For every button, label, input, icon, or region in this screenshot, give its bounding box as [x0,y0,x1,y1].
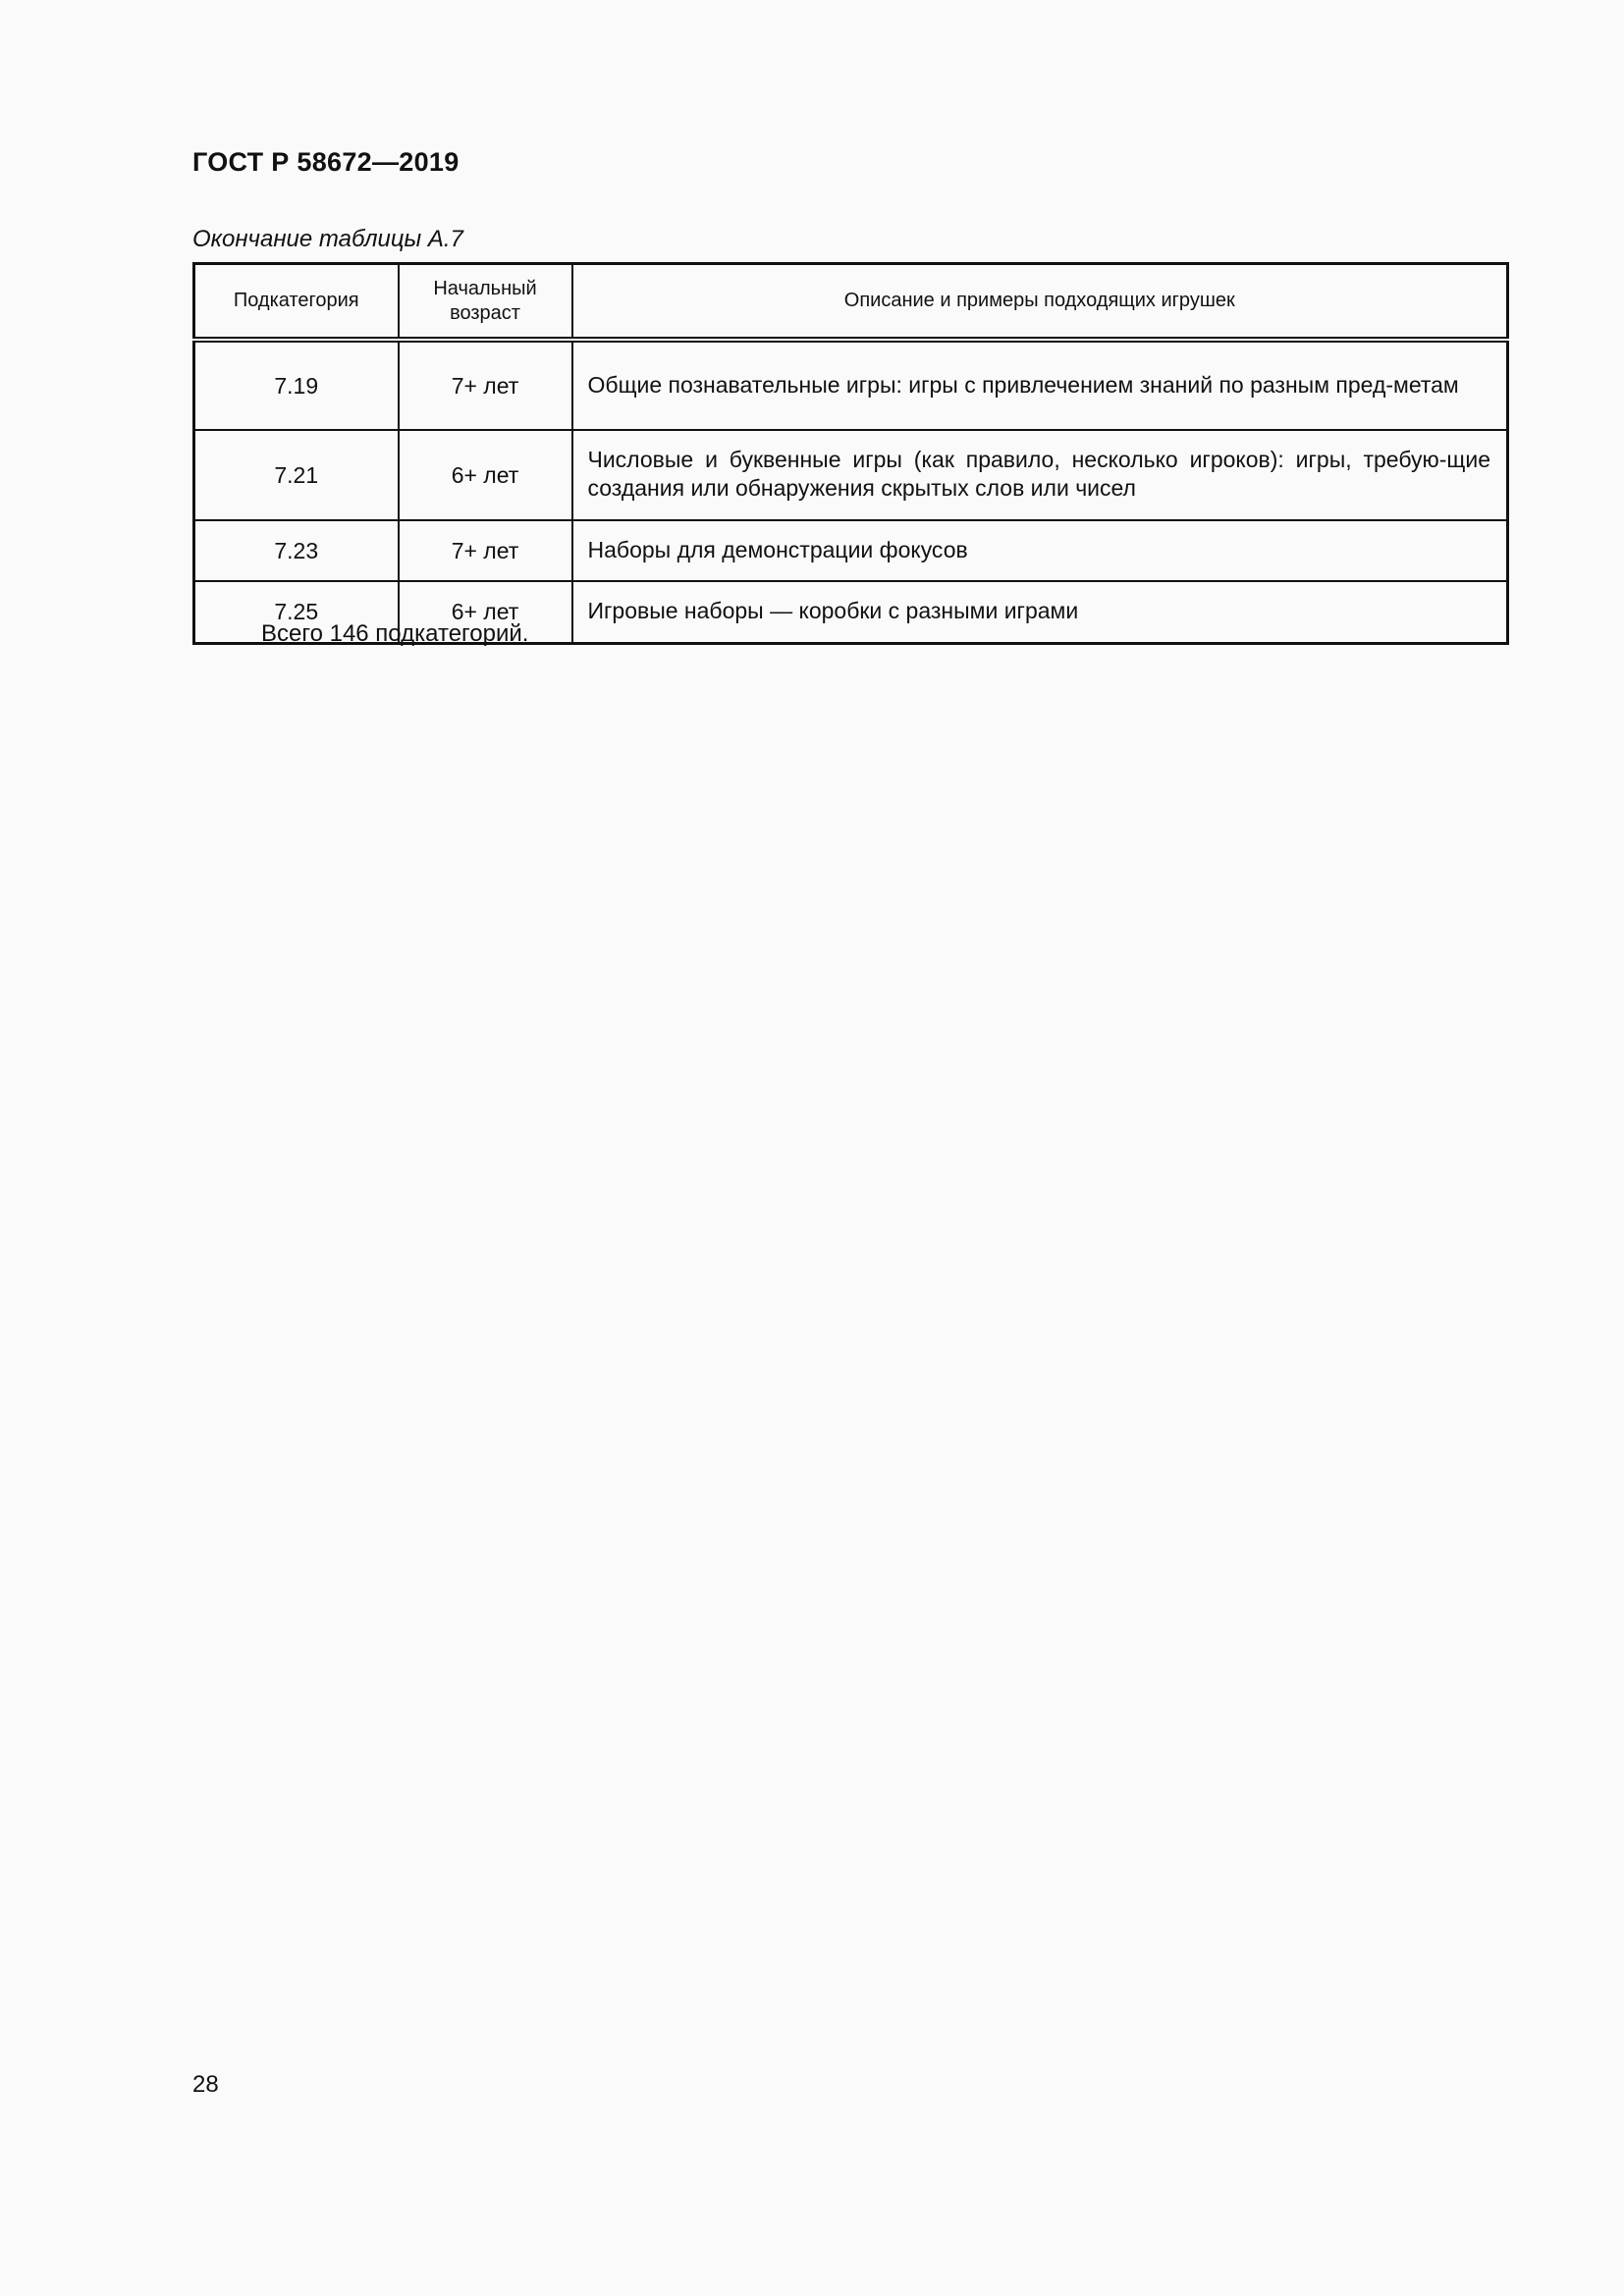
cell-description: Наборы для демонстрации фокусов [572,520,1508,581]
cell-age: 7+ лет [399,340,572,430]
subcategory-table [192,262,1509,645]
cell-age: 6+ лет [399,430,572,520]
document-code: ГОСТ Р 58672—2019 [192,147,460,177]
cell-description: Числовые и буквенные игры (как правило, несколько игроков): игры, требую-щие создания или обнаружения скрытых слов или чисел [572,430,1508,520]
cell-subcategory: 7.21 [194,430,399,520]
column-header-subcategory: Подкатегория [194,264,399,341]
table-caption: Окончание таблицы А.7 [192,226,463,252]
column-header-age: Начальный возраст [399,264,572,341]
table-row [194,340,1508,430]
column-header-description: Описание и примеры подходящих игрушек [572,264,1508,341]
cell-subcategory: 7.19 [194,340,399,430]
cell-description: Общие познавательные игры: игры с привлечением знаний по разным пред-метам [572,340,1508,430]
total-note: Всего 146 подкатегорий. [261,620,529,647]
table-container [192,262,1509,645]
table-row [194,520,1508,581]
page-number: 28 [192,2071,219,2098]
cell-description: Игровые наборы — коробки с разными играми [572,581,1508,644]
cell-subcategory: 7.23 [194,520,399,581]
table-header-row [194,264,1508,341]
cell-age: 6+ лет [399,581,572,644]
table-row [194,430,1508,520]
cell-age: 7+ лет [399,520,572,581]
cell-subcategory: 7.25 [194,581,399,644]
